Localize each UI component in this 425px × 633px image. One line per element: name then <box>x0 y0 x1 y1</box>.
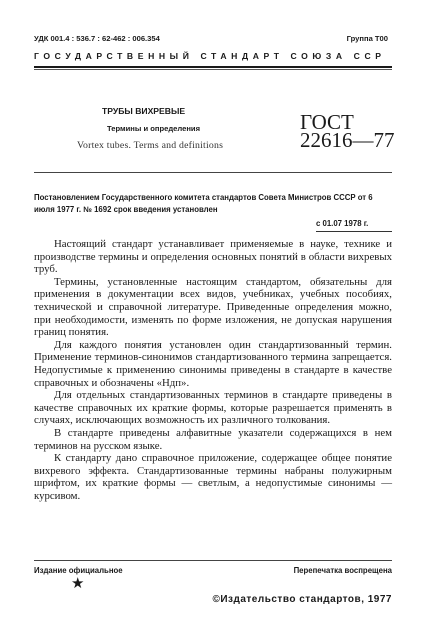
header-rule <box>34 66 392 68</box>
document-title-english: Vortex tubes. Terms and definitions <box>77 140 224 151</box>
paragraph: Настоящий стандарт устанавливает применяемые в науке, технике и производстве термины и определения основных понятий в области вихревых труб. <box>34 238 392 276</box>
effective-date: с 01.07 1978 г. <box>316 219 369 228</box>
document-subtitle: Термины и определения <box>107 124 201 133</box>
paragraph: Для каждого понятия установлен один стандартизованный термин. Применение терминов-синонимов стандартизованного термина запрещается. Недопустимые к применению синонимы приведены в стандарте в качестве справочных и обозначены «Ндп». <box>34 338 392 389</box>
paragraph: В стандарте приведены алфавитные указатели содержащихся в нем терминов на русском языке. <box>34 426 392 452</box>
footer-rule <box>34 560 392 561</box>
paragraph: Для отдельных стандартизованных терминов в стандарте приведены в качестве справочных их краткие формы, которые разрешается применять в случаях, исключающих возможность их различного толкования. <box>34 389 392 427</box>
effective-date-underline <box>316 231 392 232</box>
official-edition-label: Издание официальное <box>34 566 123 575</box>
section-rule <box>34 172 392 173</box>
publisher-copyright: ©Издательство стандартов, 1977 <box>212 594 392 605</box>
standard-title: ГОСУДАРСТВЕННЫЙ СТАНДАРТ СОЮЗА ССР <box>34 51 386 61</box>
body-text <box>34 238 392 502</box>
paragraph: Термины, установленные настоящим стандартом, обязательны для применения в документации всех видов, учебниках, учебных пособиях, технической и справочной литературе. Приведенные определения можно, при необходимости, изменять по форме изложения, не допуская нарушения границ понятия. <box>34 275 392 339</box>
decree-text: Постановлением Государственного комитета стандартов Совета Министров СССР от 6 июля 1977 г. № 1692 срок введения установлен <box>34 193 373 214</box>
udk-code: УДК 001.4 : 536.7 : 62-462 : 006.354 <box>34 34 160 43</box>
group-code: Группа Т00 <box>346 34 388 43</box>
reprint-prohibited-label: Перепечатка воспрещена <box>293 566 392 575</box>
gost-label: ГОСТ <box>300 110 354 134</box>
paragraph: К стандарту дано справочное приложение, содержащее общее понятие вихревого эффекта. Стандартизованные термины набраны полужирным шрифтом, их краткие формы — светлым, а недопустимые синонимы — курсивом. <box>34 452 392 502</box>
gost-number: 22616—77 <box>300 128 395 152</box>
header-rule-thin <box>34 69 392 70</box>
star-icon: ★ <box>71 576 85 592</box>
document-title: ТРУБЫ ВИХРЕВЫЕ <box>102 106 186 116</box>
